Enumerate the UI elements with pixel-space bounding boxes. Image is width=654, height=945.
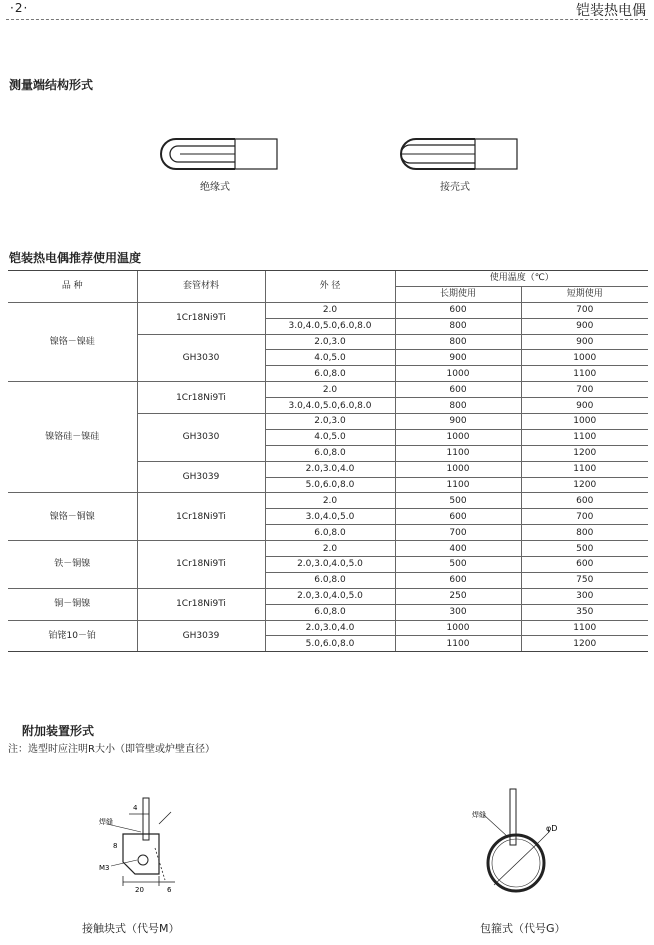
cell-variety: 铁－铜镍 bbox=[8, 541, 137, 589]
col-header-material: 套管材料 bbox=[137, 271, 265, 303]
dim-label: 6 bbox=[167, 886, 172, 894]
cell-variety: 镍铬硅－镍硅 bbox=[8, 382, 137, 493]
col-header-diameter: 外 径 bbox=[265, 271, 395, 303]
section-title-junction: 测量端结构形式 bbox=[9, 78, 94, 92]
cell-diameter: 6.0,8.0 bbox=[265, 445, 395, 461]
cell-variety: 铜－铜镍 bbox=[8, 588, 137, 620]
dim-label: 焊缝 bbox=[472, 811, 486, 819]
clamp-ring-diagram-icon bbox=[470, 785, 570, 900]
caption-clamp-ring: 包箍式（代号G） bbox=[480, 922, 566, 935]
cell-short-term: 350 bbox=[521, 604, 648, 620]
cell-short-term: 700 bbox=[521, 382, 648, 398]
cell-material: GH3039 bbox=[137, 620, 265, 652]
cell-short-term: 1100 bbox=[521, 620, 648, 636]
cell-material: GH3030 bbox=[137, 414, 265, 462]
table-row bbox=[8, 541, 648, 557]
cell-diameter: 2.0,3.0 bbox=[265, 334, 395, 350]
cell-long-term: 1000 bbox=[395, 366, 521, 382]
table-row bbox=[8, 588, 648, 604]
cell-diameter: 2.0,3.0 bbox=[265, 414, 395, 430]
cell-short-term: 1100 bbox=[521, 366, 648, 382]
cell-short-term: 900 bbox=[521, 318, 648, 334]
dim-label: 4 bbox=[133, 804, 138, 812]
cell-material: 1Cr18Ni9Ti bbox=[137, 588, 265, 620]
cell-long-term: 600 bbox=[395, 382, 521, 398]
cell-material: 1Cr18Ni9Ti bbox=[137, 541, 265, 589]
cell-long-term: 800 bbox=[395, 318, 521, 334]
col-header-temp-group: 使用温度（℃） bbox=[395, 271, 648, 287]
cell-diameter: 2.0 bbox=[265, 541, 395, 557]
cell-long-term: 600 bbox=[395, 302, 521, 318]
cell-diameter: 2.0 bbox=[265, 302, 395, 318]
dim-label: 焊缝 bbox=[99, 818, 113, 826]
caption-contact-block: 接触块式（代号M） bbox=[82, 922, 180, 935]
selection-note: 注：选型时应注明R大小（即管壁或炉壁直径） bbox=[8, 744, 215, 755]
caption-insulated: 绝缘式 bbox=[200, 182, 230, 193]
cell-long-term: 250 bbox=[395, 588, 521, 604]
dim-label: φD bbox=[546, 824, 558, 833]
cell-variety: 镍铬－铜镍 bbox=[8, 493, 137, 541]
table-row bbox=[8, 493, 648, 509]
dim-label: 20 bbox=[135, 886, 144, 894]
col-header-long-term: 长期使用 bbox=[395, 286, 521, 302]
cell-short-term: 1200 bbox=[521, 636, 648, 652]
cell-short-term: 1200 bbox=[521, 445, 648, 461]
cell-diameter: 5.0,6.0,8.0 bbox=[265, 636, 395, 652]
cell-diameter: 4.0,5.0 bbox=[265, 350, 395, 366]
cell-short-term: 1000 bbox=[521, 414, 648, 430]
cell-diameter: 5.0,6.0,8.0 bbox=[265, 477, 395, 493]
cell-long-term: 1000 bbox=[395, 429, 521, 445]
cell-long-term: 400 bbox=[395, 541, 521, 557]
cell-diameter: 4.0,5.0 bbox=[265, 429, 395, 445]
cell-long-term: 900 bbox=[395, 414, 521, 430]
table-row bbox=[8, 302, 648, 318]
temperature-table bbox=[8, 270, 648, 652]
cell-long-term: 500 bbox=[395, 557, 521, 573]
dim-label: 8 bbox=[113, 842, 118, 850]
cell-variety: 镍铬－镍硅 bbox=[8, 302, 137, 381]
cell-material: 1Cr18Ni9Ti bbox=[137, 382, 265, 414]
cell-short-term: 750 bbox=[521, 572, 648, 588]
table-row bbox=[8, 620, 648, 636]
cell-diameter: 3.0,4.0,5.0,6.0,8.0 bbox=[265, 318, 395, 334]
cell-short-term: 700 bbox=[521, 509, 648, 525]
section-title-temperature: 铠装热电偶推荐使用温度 bbox=[9, 251, 142, 265]
page-number: ·2· bbox=[10, 1, 29, 15]
cell-long-term: 1100 bbox=[395, 477, 521, 493]
cell-short-term: 300 bbox=[521, 588, 648, 604]
cell-diameter: 2.0 bbox=[265, 493, 395, 509]
running-title: 铠装热电偶 bbox=[576, 3, 646, 19]
caption-grounded: 接壳式 bbox=[440, 182, 470, 193]
table-row bbox=[8, 382, 648, 398]
cell-diameter: 2.0,3.0,4.0 bbox=[265, 620, 395, 636]
cell-short-term: 1100 bbox=[521, 461, 648, 477]
cell-diameter: 2.0,3.0,4.0,5.0 bbox=[265, 588, 395, 604]
insulated-junction-icon bbox=[150, 136, 280, 172]
contact-block-diagram-icon bbox=[95, 790, 205, 900]
cell-short-term: 1200 bbox=[521, 477, 648, 493]
grounded-junction-icon bbox=[390, 136, 520, 172]
header-rule bbox=[6, 19, 648, 20]
cell-short-term: 900 bbox=[521, 334, 648, 350]
cell-long-term: 1100 bbox=[395, 445, 521, 461]
cell-long-term: 1100 bbox=[395, 636, 521, 652]
cell-long-term: 500 bbox=[395, 493, 521, 509]
cell-diameter: 2.0,3.0,4.0,5.0 bbox=[265, 557, 395, 573]
cell-diameter: 2.0,3.0,4.0 bbox=[265, 461, 395, 477]
cell-diameter: 3.0,4.0,5.0 bbox=[265, 509, 395, 525]
cell-short-term: 800 bbox=[521, 525, 648, 541]
cell-short-term: 1100 bbox=[521, 429, 648, 445]
section-title-attachment: 附加装置形式 bbox=[22, 724, 95, 738]
cell-short-term: 600 bbox=[521, 557, 648, 573]
cell-diameter: 6.0,8.0 bbox=[265, 525, 395, 541]
cell-long-term: 600 bbox=[395, 509, 521, 525]
cell-short-term: 700 bbox=[521, 302, 648, 318]
cell-material: 1Cr18Ni9Ti bbox=[137, 302, 265, 334]
cell-diameter: 3.0,4.0,5.0,6.0,8.0 bbox=[265, 398, 395, 414]
cell-diameter: 2.0 bbox=[265, 382, 395, 398]
cell-diameter: 6.0,8.0 bbox=[265, 572, 395, 588]
cell-long-term: 800 bbox=[395, 398, 521, 414]
cell-material: GH3039 bbox=[137, 461, 265, 493]
cell-short-term: 1000 bbox=[521, 350, 648, 366]
cell-long-term: 700 bbox=[395, 525, 521, 541]
cell-diameter: 6.0,8.0 bbox=[265, 366, 395, 382]
cell-diameter: 6.0,8.0 bbox=[265, 604, 395, 620]
col-header-short-term: 短期使用 bbox=[521, 286, 648, 302]
cell-long-term: 900 bbox=[395, 350, 521, 366]
cell-long-term: 1000 bbox=[395, 461, 521, 477]
col-header-variety: 品 种 bbox=[8, 271, 137, 303]
cell-short-term: 900 bbox=[521, 398, 648, 414]
cell-material: GH3030 bbox=[137, 334, 265, 382]
cell-long-term: 300 bbox=[395, 604, 521, 620]
cell-long-term: 1000 bbox=[395, 620, 521, 636]
cell-short-term: 500 bbox=[521, 541, 648, 557]
cell-variety: 铂铑10－铂 bbox=[8, 620, 137, 652]
cell-short-term: 600 bbox=[521, 493, 648, 509]
cell-long-term: 800 bbox=[395, 334, 521, 350]
dim-label: M3 bbox=[99, 864, 110, 872]
cell-material: 1Cr18Ni9Ti bbox=[137, 493, 265, 541]
cell-long-term: 600 bbox=[395, 572, 521, 588]
